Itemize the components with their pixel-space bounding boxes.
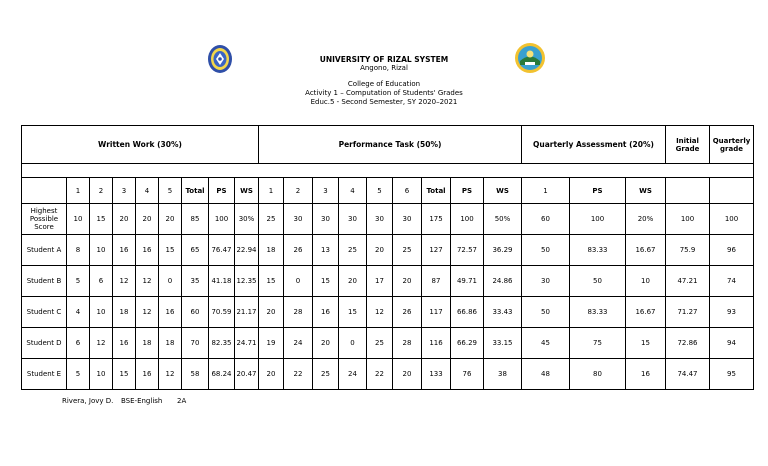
table-cell: 30 [284, 204, 313, 235]
table-cell: 72.57 [451, 235, 484, 266]
table-cell: 12 [113, 266, 136, 297]
row-label: Highest Possible Score [22, 204, 67, 235]
written-work-header: Written Work (30%) [22, 126, 259, 164]
subheader-cell: WS [626, 178, 666, 204]
table-row [22, 359, 754, 390]
table-cell: 18 [259, 235, 284, 266]
table-cell: 10 [90, 235, 113, 266]
table-cell: 10 [90, 359, 113, 390]
student-program: BSE-English [121, 397, 163, 405]
table-cell: 20 [259, 297, 284, 328]
table-cell: 100 [209, 204, 235, 235]
table-cell: 70 [182, 328, 209, 359]
subheader-quarterly-blank [710, 178, 754, 204]
university-location: Angono, Rizal [360, 64, 408, 72]
table-cell: 116 [422, 328, 451, 359]
table-cell: 15 [159, 235, 182, 266]
table-cell: 20 [113, 204, 136, 235]
university-name: UNIVERSITY OF RIZAL SYSTEM [319, 55, 449, 64]
table-cell: 85 [182, 204, 209, 235]
subheader-cell: 6 [393, 178, 422, 204]
table-cell: 20 [313, 328, 339, 359]
table-cell: 30 [313, 204, 339, 235]
table-cell: 66.29 [451, 328, 484, 359]
table-cell: 10 [626, 266, 666, 297]
table-cell: 24.86 [484, 266, 522, 297]
course-info: Educ.5 - Second Semester, SY 2020–2021 [310, 98, 458, 106]
table-cell: 60 [522, 204, 570, 235]
table-cell: 12 [367, 297, 393, 328]
table-row [22, 204, 754, 235]
table-cell: 76.47 [209, 235, 235, 266]
table-cell: 65 [182, 235, 209, 266]
table-cell: 15 [339, 297, 367, 328]
table-cell: 18 [159, 328, 182, 359]
row-label: Student D [22, 328, 67, 359]
table-cell: 0 [284, 266, 313, 297]
table-cell: 16 [113, 328, 136, 359]
table-cell: 71.27 [666, 297, 710, 328]
quarterly-grade-header: Quarterly grade [710, 126, 754, 164]
table-cell: 12.35 [235, 266, 259, 297]
table-cell: 50 [522, 297, 570, 328]
subheader-initial-blank [666, 178, 710, 204]
table-cell: 25 [313, 359, 339, 390]
table-cell: 24.71 [235, 328, 259, 359]
table-cell: 74.47 [666, 359, 710, 390]
table-cell: 45 [522, 328, 570, 359]
subheader-cell: PS [451, 178, 484, 204]
table-cell: 18 [136, 328, 159, 359]
table-cell: 24 [339, 359, 367, 390]
table-cell: 75.9 [666, 235, 710, 266]
student-name: Rivera, Jovy D. [62, 397, 114, 405]
table-cell: 50% [484, 204, 522, 235]
table-cell: 5 [67, 359, 90, 390]
table-cell: 20 [159, 204, 182, 235]
subheader-cell: PS [570, 178, 626, 204]
table-cell: 36.29 [484, 235, 522, 266]
quarterly-assessment-header: Quarterly Assessment (20%) [522, 126, 666, 164]
table-cell: 133 [422, 359, 451, 390]
table-cell: 22 [284, 359, 313, 390]
table-cell: 19 [259, 328, 284, 359]
table-cell: 30 [393, 204, 422, 235]
table-cell: 28 [393, 328, 422, 359]
performance-task-header: Performance Task (50%) [259, 126, 522, 164]
table-cell: 127 [422, 235, 451, 266]
table-cell: 26 [393, 297, 422, 328]
table-cell: 10 [67, 204, 90, 235]
table-cell: 25 [339, 235, 367, 266]
table-cell: 26 [284, 235, 313, 266]
subheader-cell: PS [209, 178, 235, 204]
table-cell: 94 [710, 328, 754, 359]
table-cell: 28 [284, 297, 313, 328]
table-cell: 22 [367, 359, 393, 390]
table-cell: 10 [90, 297, 113, 328]
table-cell: 21.17 [235, 297, 259, 328]
table-row [22, 266, 754, 297]
table-row [22, 235, 754, 266]
row-label: Student C [22, 297, 67, 328]
table-cell: 35 [182, 266, 209, 297]
grades-table [21, 125, 754, 390]
table-cell: 18 [113, 297, 136, 328]
table-cell: 30% [235, 204, 259, 235]
subheader-row [22, 178, 754, 204]
table-cell: 12 [159, 359, 182, 390]
table-cell: 20 [259, 359, 284, 390]
initial-grade-header: Initial Grade [666, 126, 710, 164]
table-cell: 20.47 [235, 359, 259, 390]
table-cell: 58 [182, 359, 209, 390]
table-cell: 80 [570, 359, 626, 390]
table-cell: 16 [136, 235, 159, 266]
table-cell: 38 [484, 359, 522, 390]
table-cell: 33.43 [484, 297, 522, 328]
table-cell: 83.33 [570, 235, 626, 266]
table-cell: 0 [339, 328, 367, 359]
table-cell: 24 [284, 328, 313, 359]
student-section: 2A [177, 397, 187, 405]
table-cell: 41.18 [209, 266, 235, 297]
subheader-cell: 1 [67, 178, 90, 204]
subheader-cell: 4 [339, 178, 367, 204]
table-cell: 100 [570, 204, 626, 235]
subheader-cell: 5 [367, 178, 393, 204]
table-cell: 22.94 [235, 235, 259, 266]
subheader-cell: 4 [136, 178, 159, 204]
table-cell: 50 [522, 235, 570, 266]
activity-title: Activity 1 – Computation of Students' Grades [305, 89, 463, 97]
subheader-cell: 1 [522, 178, 570, 204]
subheader-cell: Total [422, 178, 451, 204]
table-cell: 117 [422, 297, 451, 328]
table-cell: 20% [626, 204, 666, 235]
subheader-cell: 2 [284, 178, 313, 204]
table-cell: 47.21 [666, 266, 710, 297]
table-cell: 66.86 [451, 297, 484, 328]
table-row [22, 297, 754, 328]
table-cell: 6 [67, 328, 90, 359]
table-cell: 100 [710, 204, 754, 235]
table-cell: 96 [710, 235, 754, 266]
table-cell: 25 [393, 235, 422, 266]
table-cell: 20 [339, 266, 367, 297]
subheader-cell: WS [235, 178, 259, 204]
table-cell: 175 [422, 204, 451, 235]
row-label: Student A [22, 235, 67, 266]
table-cell: 30 [339, 204, 367, 235]
table-cell: 6 [90, 266, 113, 297]
table-cell: 16 [113, 235, 136, 266]
document-header [0, 55, 768, 107]
subheader-cell: WS [484, 178, 522, 204]
table-cell: 16.67 [626, 297, 666, 328]
table-cell: 75 [570, 328, 626, 359]
subheader-cell: 1 [259, 178, 284, 204]
table-cell: 15 [90, 204, 113, 235]
table-cell: 16 [159, 297, 182, 328]
table-cell: 12 [90, 328, 113, 359]
table-cell: 93 [710, 297, 754, 328]
table-cell: 30 [367, 204, 393, 235]
table-cell: 72.86 [666, 328, 710, 359]
subheader-cell: 3 [313, 178, 339, 204]
table-cell: 8 [67, 235, 90, 266]
subheader-cell: 2 [90, 178, 113, 204]
table-cell: 12 [136, 297, 159, 328]
table-cell: 30 [522, 266, 570, 297]
table-cell: 16 [136, 359, 159, 390]
spacer-row [22, 164, 754, 178]
table-cell: 25 [259, 204, 284, 235]
table-cell: 20 [367, 235, 393, 266]
table-cell: 20 [393, 266, 422, 297]
table-cell: 20 [393, 359, 422, 390]
subheader-cell: Total [182, 178, 209, 204]
table-cell: 100 [451, 204, 484, 235]
table-cell: 15 [626, 328, 666, 359]
table-cell: 15 [313, 266, 339, 297]
subheader-cell: 3 [113, 178, 136, 204]
table-cell: 87 [422, 266, 451, 297]
table-cell: 33.15 [484, 328, 522, 359]
table-cell: 60 [182, 297, 209, 328]
table-cell: 50 [570, 266, 626, 297]
table-cell: 20 [136, 204, 159, 235]
table-cell: 74 [710, 266, 754, 297]
table-cell: 5 [67, 266, 90, 297]
table-cell: 0 [159, 266, 182, 297]
table-cell: 17 [367, 266, 393, 297]
table-cell: 49.71 [451, 266, 484, 297]
table-cell: 4 [67, 297, 90, 328]
table-cell: 13 [313, 235, 339, 266]
table-cell: 83.33 [570, 297, 626, 328]
table-cell: 100 [666, 204, 710, 235]
table-cell: 16 [626, 359, 666, 390]
table-cell: 76 [451, 359, 484, 390]
row-label: Student E [22, 359, 67, 390]
college-name: College of Education [347, 80, 421, 88]
table-cell: 48 [522, 359, 570, 390]
table-cell: 68.24 [209, 359, 235, 390]
table-cell: 16.67 [626, 235, 666, 266]
table-cell: 82.35 [209, 328, 235, 359]
table-cell: 70.59 [209, 297, 235, 328]
table-cell: 95 [710, 359, 754, 390]
table-cell: 15 [259, 266, 284, 297]
subheader-blank [22, 178, 67, 204]
subheader-cell: 5 [159, 178, 182, 204]
table-cell: 25 [367, 328, 393, 359]
row-label: Student B [22, 266, 67, 297]
table-row [22, 328, 754, 359]
table-cell: 15 [113, 359, 136, 390]
table-cell: 12 [136, 266, 159, 297]
table-cell: 16 [313, 297, 339, 328]
